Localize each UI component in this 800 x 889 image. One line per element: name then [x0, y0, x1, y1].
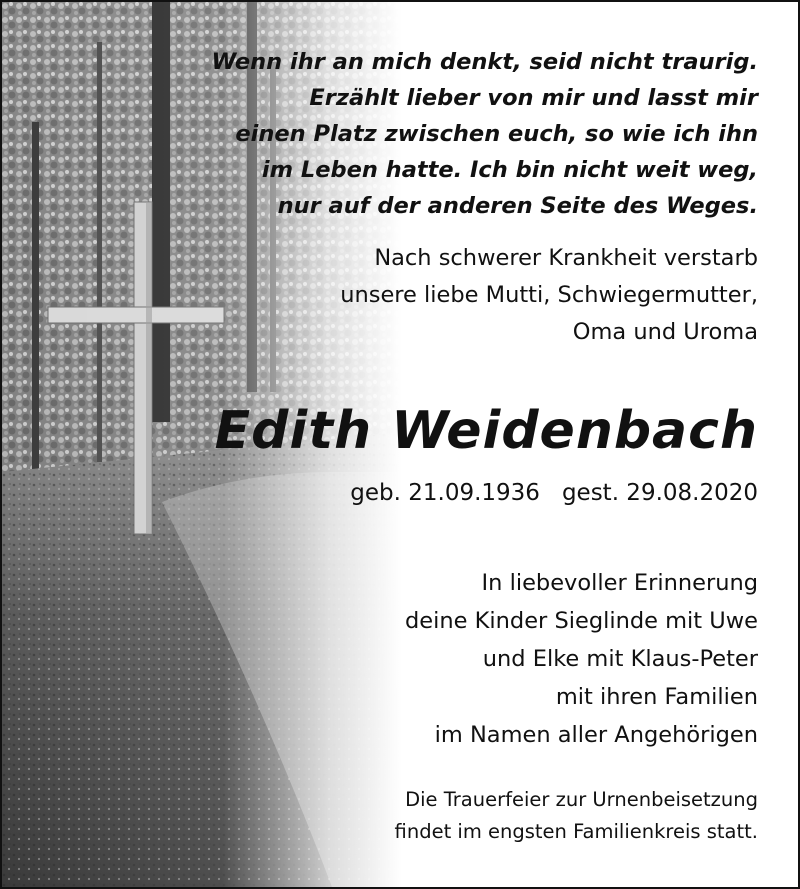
birth-date: geb. 21.09.1936	[350, 480, 540, 506]
announcement-line: Oma und Uroma	[572, 319, 758, 345]
mourners-line: und Elke mit Klaus-Peter	[482, 646, 758, 672]
mourners-line: deine Kinder Sieglinde mit Uwe	[405, 608, 758, 634]
announcement-line: unsere liebe Mutti, Schwiegermutter,	[340, 282, 758, 308]
life-dates	[350, 476, 758, 510]
poem-line: Wenn ihr an mich denkt, seid nicht traurig.	[211, 49, 758, 75]
funeral-info	[395, 784, 758, 848]
memorial-poem	[211, 44, 758, 224]
announcement-line: Nach schwerer Krankheit verstarb	[374, 245, 758, 271]
poem-line: im Leben hatte. Ich bin nicht weit weg,	[261, 157, 758, 183]
mourners-list	[405, 564, 758, 754]
mourners-line: mit ihren Familien	[555, 684, 758, 710]
mourners-line: im Namen aller Angehörigen	[434, 722, 758, 748]
death-date: gest. 29.08.2020	[561, 480, 758, 506]
deceased-name: Edith Weidenbach	[214, 401, 758, 461]
poem-line: einen Platz zwischen euch, so wie ich ihn	[235, 121, 758, 147]
funeral-line: findet im engsten Familienkreis statt.	[394, 820, 758, 843]
death-announcement	[340, 240, 758, 351]
mourners-line: In liebevoller Erinnerung	[481, 570, 758, 596]
poem-line: nur auf der anderen Seite des Weges.	[277, 193, 758, 219]
poem-line: Erzählt lieber von mir und lasst mir	[309, 85, 758, 111]
funeral-line: Die Trauerfeier zur Urnenbeisetzung	[405, 788, 758, 811]
